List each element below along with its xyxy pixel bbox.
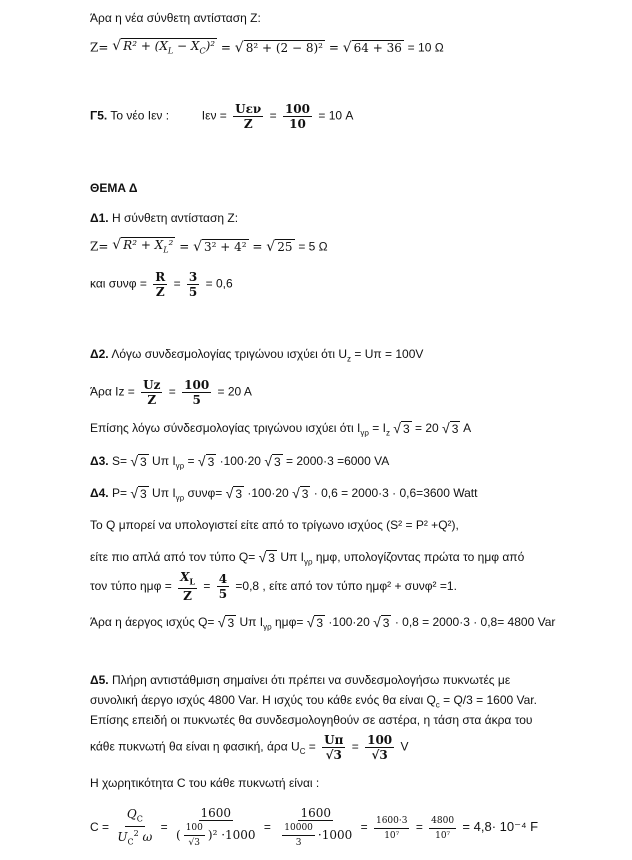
fraction: $\frac{R}{Z}$ xyxy=(155,270,166,299)
iz-line: Άρα Ιz = $\frac{Uz}{Z}$ = $\frac{100}{5}$ = 20 A xyxy=(90,378,252,407)
q1-line: Το Q μπορεί να υπολογιστεί είτε από το τρίγωνο ισχύος (S² = P² +Q²), xyxy=(90,518,459,532)
heading-new-impedance: Άρα η νέα σύνθετη αντίσταση Ζ: xyxy=(90,11,261,25)
d5-line3: Επίσης επειδή οι πυκνωτές θα συνδεσμολογηθούν σε αστέρα, η τάση στα άκρα του xyxy=(90,713,533,727)
fraction: $\frac{100}{10}$ xyxy=(284,102,311,131)
fraction: $\frac{100}{√3}$ xyxy=(367,733,393,762)
fraction: $\frac{4800}{\text{10⁷}}$ xyxy=(431,815,455,841)
also-line: Επίσης λόγω σύνδεσμολογίας τριγώνου ισχύει ότι $I_{\gamma\rho} = I_z$ √ 3 = 20 √ 3 A xyxy=(90,420,472,438)
capacitance-heading: Η χωρητικότητα C του κάθε πυκνωτή είναι : xyxy=(90,776,320,790)
fraction: $\frac{100}{5}$ xyxy=(184,378,210,407)
q4-line: Άρα η άεργος ισχύς Q= √ 3 Uπ $I_{\gamma\rho}$ ημφ= √ 3 ·100·20 √ 3 · 0,8 = 2000·3 · 0,8= 4800 Var xyxy=(90,614,556,632)
sqrt-icon: √ 3 xyxy=(130,485,147,502)
d4-label: Δ4. xyxy=(90,486,109,500)
fraction: $\frac{4}{5}$ xyxy=(218,572,228,602)
d1-label: Δ1. xyxy=(90,211,109,225)
sqrt-icon: √ 3 xyxy=(130,453,147,470)
section-heading: ΘΕΜΑ Δ xyxy=(90,181,138,195)
d5-line1: Δ5. Πλήρη αντιστάθμιση σημαίνει ότι πρέπει να συνδεσμολογήσω πυκνωτές με xyxy=(90,673,511,687)
d1-line: Δ1. Η σύνθετη αντίσταση Ζ: xyxy=(90,211,239,225)
formula-lhs: Ζ= xyxy=(90,40,109,55)
sqrt-icon: √ 3 xyxy=(393,420,410,437)
fraction: $\frac{3}{5}$ xyxy=(188,270,198,299)
fraction: $\frac{1600\cdot 3}{\text{10⁷}}$ xyxy=(375,815,408,841)
g5-label: Γ5. xyxy=(90,108,108,123)
formula-z: Ζ= √ $R^2 + X_L^2$ = √ 3² + 4² = √ 25 = 5 Ω xyxy=(90,237,328,257)
q3-line: τον τύπο ημφ = $\frac{X_L}{Z}$ = $\frac{4}{5}$ =0,8 , είτε από τον τύπο ημφ² + συνφ² =1. xyxy=(90,570,457,604)
sqrt-icon: √ 3 xyxy=(306,614,324,631)
fraction: $\frac{X_L}{Z}$ xyxy=(180,570,195,604)
sqrt-2: √ 8² + (2 − 8)² xyxy=(234,40,323,57)
d3-label: Δ3. xyxy=(90,454,109,468)
sqrt-icon: √ 3 xyxy=(217,614,235,631)
g5-line: Γ5. Το νέο Ιεν : Ιεν = $\frac{\text{Uεν}}{Z}$ = $\frac{100}{10}$ = 10 A xyxy=(90,102,354,131)
sqrt-icon: √ 3 xyxy=(292,485,309,502)
sqrt-1: √ $R^2 + (X_L - X_C)^2$ xyxy=(112,38,217,58)
q2-line: είτε πιο απλά από τον τύπο Q= √ 3 Uπ $I_{\gamma\rho}$ ημφ, υπολογίζοντας πρώτα το ημφ από xyxy=(90,549,525,567)
text-line xyxy=(90,10,261,26)
synf-line: και συνφ = $\frac{R}{Z}$ = $\frac{3}{5}$ = 0,6 xyxy=(90,270,233,299)
sqrt-z2: √ 3² + 4² xyxy=(193,239,247,256)
fraction: 1600 ( $\frac{100}{√3}$ )² ·1000 xyxy=(176,806,256,848)
formula-impedance: Ζ= √ $R^2 + (X_L - X_C)^2$ = √ 8² + (2 − 8)² = √ 64 + 36 = 10 Ω xyxy=(90,38,444,58)
fraction: 1600 $\frac{10000}{3}$ ·1000 xyxy=(284,806,353,848)
d3-line: Δ3. S= √ 3 Uπ $I_{\gamma\rho}$ = √ 3 ·100·20 √ 3 = 2000·3 =6000 VA xyxy=(90,453,390,471)
sqrt-icon: √ 3 xyxy=(442,420,459,437)
fraction: $\frac{Q_C}{U_C^2 \omega}$ xyxy=(117,806,153,847)
sqrt-z3: √ 25 xyxy=(266,239,293,256)
d4-line: Δ4. P= √ 3 Uπ $I_{\gamma\rho}$ συνφ= √ 3 ·100·20 √ 3 · 0,6 = 2000·3 · 0,6=3600 Watt xyxy=(90,485,478,503)
sqrt-icon: √ 3 xyxy=(258,549,275,566)
fraction: $\frac{Uz}{Z}$ xyxy=(143,378,161,407)
d5-line4: κάθε πυκνωτή θα είναι η φασική, άρα $U_C$ = $\frac{U\pi}{√3}$ = $\frac{100}{√3}$ V xyxy=(90,733,409,762)
sqrt-icon: √ 3 xyxy=(373,614,390,631)
sqrt-icon: √ 3 xyxy=(225,485,243,502)
sqrt-icon: √ 3 xyxy=(197,453,215,470)
sqrt-3: √ 64 + 36 xyxy=(342,40,402,57)
fraction: $\frac{\text{Uεν}}{Z}$ xyxy=(235,102,262,131)
d5-label: Δ5. xyxy=(90,673,109,687)
d5-line2: συνολική άεργο ισχύς 4800 Var. Η ισχύς του κάθε ενός θα είναι $Q_c = Q/3 = 1600$ Var. xyxy=(90,693,537,710)
fraction: $\frac{U\pi}{√3}$ xyxy=(324,733,344,762)
sqrt-icon: √ 3 xyxy=(264,453,281,470)
sqrt-z1: √ $R^2 + X_L^2$ xyxy=(112,237,175,257)
d2-line: Δ2. Λόγω συνδεσμολογίας τριγώνου ισχύει ότι $U_z = U\pi = 100V$ xyxy=(90,347,424,364)
d2-label: Δ2. xyxy=(90,347,109,361)
g5-text: Το νέο Ιεν : xyxy=(110,108,170,123)
capacitance-formula: C = $\frac{Q_C}{U_C^2 \omega}$ = 1600 ( $\frac{100}{√3}$ )² ·1000 = 1600 $\frac{10000}{3}$ ·1000 = $\frac{1600\cdot 3}{\text{10⁷}}$ = $\frac{4800}{\text{10⁷}}$ = 4,8· 10⁻⁴ F xyxy=(90,806,539,848)
